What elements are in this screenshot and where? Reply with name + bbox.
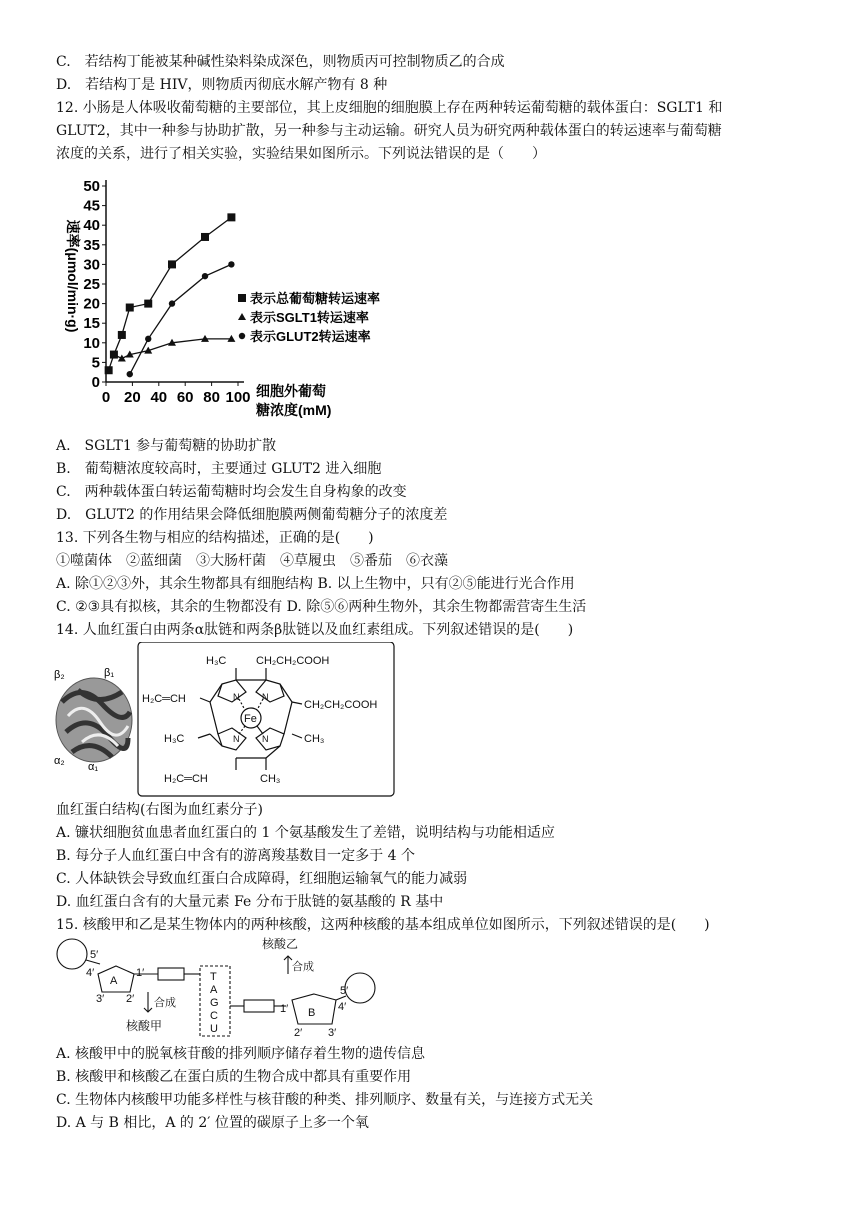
- q15-option-a: A. 核酸甲中的脱氧核苷酸的排列顺序储存着生物的遗传信息: [56, 1046, 426, 1062]
- y-tick-label: 10: [83, 334, 100, 352]
- svg-text:B: B: [308, 1007, 316, 1019]
- heme-label-ll: H₃C: [164, 733, 185, 745]
- point-square: [227, 213, 235, 221]
- hemoglobin-figure: [52, 642, 402, 798]
- svg-text:α₂: α₂: [54, 755, 65, 767]
- q12-option-b: B. 葡萄糖浓度较高时，主要通过 GLUT2 进入细胞: [56, 461, 382, 477]
- q12-option-a: A. SGLT1 参与葡萄糖的协助扩散: [56, 438, 277, 454]
- svg-text:5′: 5′: [90, 949, 99, 961]
- svg-text:N: N: [233, 734, 240, 744]
- q12-stem-2: GLUT2，其中一种参与协助扩散，另一种参与主动运输。研究人员为研究两种载体蛋白的转运速率与葡萄糖: [56, 123, 722, 139]
- svg-text:U: U: [210, 1023, 218, 1035]
- svg-text:合成: 合成: [154, 997, 176, 1009]
- q12-stem-1: 12. 小肠是人体吸收葡萄糖的主要部位，其上皮细胞的细胞膜上存在两种转运葡萄糖的载体蛋白：SGLT1 和: [56, 100, 723, 116]
- series-line: [130, 264, 232, 374]
- svg-text:N: N: [262, 692, 269, 702]
- svg-text:4′: 4′: [338, 1001, 347, 1013]
- point-circle: [202, 273, 208, 279]
- option-c-prev: C. 若结构丁能被某种碱性染料染成深色，则物质丙可控制物质乙的合成: [56, 54, 505, 70]
- legend-label: 表示SGLT1转运速率: [250, 310, 369, 325]
- x-tick-label: 20: [124, 389, 141, 406]
- heme-fe: Fe: [244, 713, 257, 725]
- heme-label-tr: CH₂CH₂COOH: [256, 655, 330, 667]
- q13-stem: 13. 下列各生物与相应的结构描述，正确的是( ): [56, 530, 374, 546]
- q14-option-c: C. 人体缺铁会导致血红蛋白合成障碍，红细胞运输氧气的能力减弱: [56, 871, 468, 887]
- y-tick-label: 0: [91, 374, 100, 391]
- legend-circle: [239, 333, 245, 339]
- x-tick-label: 100: [225, 389, 251, 406]
- svg-text:N: N: [262, 734, 269, 744]
- q13-option-cd: C. ②③具有拟核，其余的生物都没有 D. 除⑤⑥两种生物外，其余生物都需营寄生生活: [56, 599, 587, 615]
- svg-text:4′: 4′: [86, 967, 95, 979]
- y-tick-label: 30: [83, 256, 100, 274]
- q14-caption: 血红蛋白结构(右图为血红素分子): [56, 802, 263, 818]
- svg-text:1′: 1′: [136, 967, 145, 979]
- svg-text:β₂: β₂: [54, 669, 65, 681]
- y-tick-label: 40: [83, 217, 100, 235]
- x-tick-label: 0: [101, 389, 111, 406]
- svg-text:1′: 1′: [280, 1003, 289, 1015]
- x-tick-label: 60: [176, 389, 194, 406]
- heme-label-rl: CH₃: [304, 733, 325, 745]
- y-tick-label: 5: [91, 354, 100, 372]
- q13-list: ①噬菌体 ②蓝细菌 ③大肠杆菌 ④草履虫 ⑤番茄 ⑥衣藻: [56, 553, 448, 569]
- svg-text:A: A: [110, 975, 118, 987]
- q14-stem: 14. 人血红蛋白由两条α肽链和两条β肽链以及血红素组成。下列叙述错误的是( ): [56, 622, 574, 638]
- svg-text:核酸甲: 核酸甲: [126, 1019, 163, 1033]
- q13-option-ab: A. 除①②③外，其余生物都具有细胞结构 B. 以上生物中，只有②⑤能进行光合作用: [56, 576, 575, 592]
- chart-xlabel-2: 糖浓度(mM): [256, 402, 332, 418]
- hemoglobin-ribbon-image: [54, 667, 132, 773]
- q15-option-c: C. 生物体内核酸甲功能多样性与核苷酸的种类、排列顺序、数量有关，与连接方式无关: [56, 1092, 594, 1108]
- heme-label-r: CH₂CH₂COOH: [304, 699, 378, 711]
- svg-text:核酸乙: 核酸乙: [262, 937, 299, 951]
- chart-xlabel-1: 细胞外葡萄: [256, 383, 326, 399]
- point-square: [126, 304, 134, 312]
- series-line: [109, 217, 232, 370]
- legend-label: 表示总葡萄糖转运速率: [250, 291, 381, 306]
- svg-text:T: T: [210, 971, 217, 983]
- heme-label-l: H₂C═CH: [142, 693, 186, 705]
- svg-text:β₁: β₁: [104, 667, 115, 679]
- point-circle: [127, 371, 133, 377]
- svg-text:A: A: [210, 984, 218, 996]
- svg-text:N: N: [233, 692, 240, 702]
- y-tick-label: 50: [83, 178, 100, 195]
- nucleotide-diagram: [52, 936, 392, 1040]
- heme-label-bl: H₂C═CH: [164, 773, 208, 785]
- point-square: [105, 366, 113, 374]
- svg-text:2′: 2′: [294, 1027, 303, 1039]
- point-triangle: [118, 354, 126, 361]
- y-tick-label: 45: [83, 197, 100, 215]
- point-circle: [228, 261, 234, 267]
- svg-text:C: C: [210, 1010, 218, 1022]
- x-tick-label: 80: [203, 389, 220, 406]
- q15-option-d: D. A 与 B 相比，A 的 2′ 位置的碳原子上多一个氧: [56, 1115, 369, 1131]
- svg-text:3′: 3′: [328, 1027, 337, 1039]
- svg-text:3′: 3′: [96, 993, 105, 1005]
- point-circle: [169, 300, 175, 306]
- q14-option-d: D. 血红蛋白含有的大量元素 Fe 分布于肽链的氨基酸的 R 基中: [56, 894, 444, 910]
- svg-text:5′: 5′: [340, 985, 349, 997]
- svg-text:G: G: [210, 997, 219, 1009]
- chart-ylabel: 速率(μmol/min·g): [65, 219, 81, 333]
- q12-option-c: C. 两种载体蛋白转运葡萄糖时均会发生自身构象的改变: [56, 484, 407, 500]
- q12-option-d: D. GLUT2 的作用结果会降低细胞膜两侧葡萄糖分子的浓度差: [56, 507, 448, 523]
- glucose-transport-chart: [56, 168, 416, 430]
- legend-label: 表示GLUT2转运速率: [250, 329, 371, 344]
- q14-option-a: A. 镰状细胞贫血患者血红蛋白的 1 个氨基酸发生了差错，说明结构与功能相适应: [56, 825, 555, 841]
- svg-text:α₁: α₁: [88, 761, 99, 773]
- legend-triangle: [238, 313, 246, 320]
- y-tick-label: 35: [83, 236, 100, 254]
- svg-text:合成: 合成: [292, 961, 314, 973]
- y-tick-label: 20: [83, 295, 100, 313]
- point-square: [144, 300, 152, 308]
- x-tick-label: 40: [150, 389, 168, 406]
- option-d-prev: D. 若结构丁是 HIV，则物质丙彻底水解产物有 8 种: [56, 77, 388, 93]
- heme-label-br: CH₃: [260, 773, 281, 785]
- point-square: [168, 260, 176, 268]
- y-tick-label: 25: [83, 276, 100, 293]
- point-square: [201, 233, 209, 241]
- heme-label-tl: H₃C: [206, 655, 227, 667]
- q14-option-b: B. 每分子人血红蛋白中含有的游离羧基数目一定多于 4 个: [56, 848, 415, 864]
- point-square: [118, 331, 126, 339]
- svg-text:2′: 2′: [126, 993, 135, 1005]
- y-tick-label: 15: [83, 315, 100, 333]
- legend-square: [238, 294, 246, 302]
- q15-stem: 15. 核酸甲和乙是某生物体内的两种核酸，这两种核酸的基本组成单位如图所示，下列叙述错误的是( ): [56, 917, 710, 933]
- q15-option-b: B. 核酸甲和核酸乙在蛋白质的生物合成中都具有重要作用: [56, 1069, 412, 1085]
- point-circle: [145, 336, 151, 342]
- q12-stem-3: 浓度的关系，进行了相关实验，实验结果如图所示。下列说法错误的是（ ）: [56, 146, 546, 162]
